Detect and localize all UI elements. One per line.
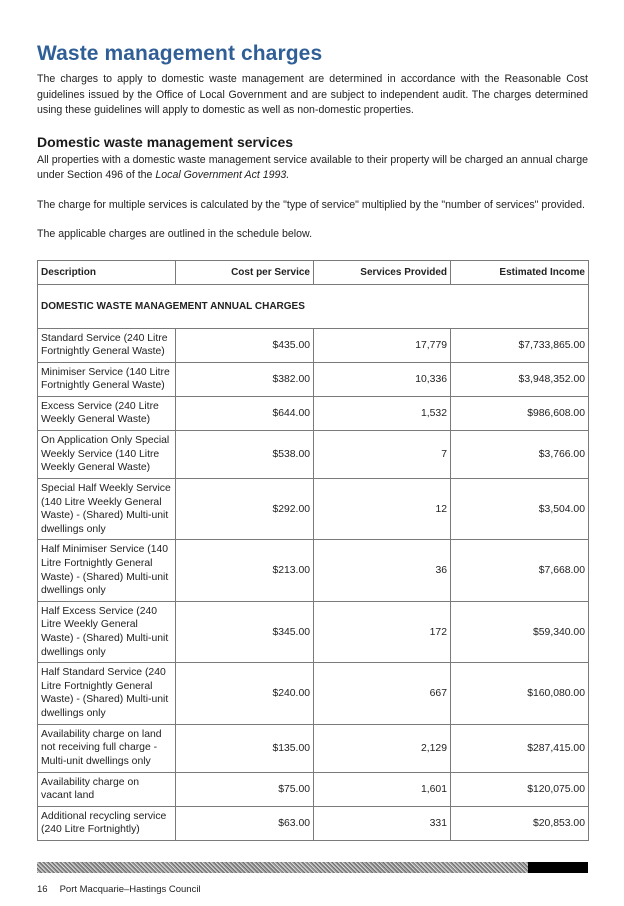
row-income: $3,766.00 [451,431,589,479]
row-description: Half Standard Service (240 Litre Fortnightly General Waste) - (Shared) Multi-unit dwellings only [38,663,176,724]
footer-bar [37,862,588,873]
row-description: Standard Service (240 Litre Fortnightly General Waste) [38,328,176,362]
table-row [38,772,589,806]
row-services: 17,779 [314,328,451,362]
row-cost: $292.00 [176,479,314,540]
row-description: Availability charge on vacant land [38,772,176,806]
row-description: Half Excess Service (240 Litre Weekly General Waste) - (Shared) Multi-unit dwellings only [38,601,176,662]
row-services: 331 [314,806,451,840]
row-description: Availability charge on land not receiving full charge - Multi-unit dwellings only [38,724,176,772]
table-row [38,479,589,540]
row-income: $3,504.00 [451,479,589,540]
page-content [37,42,588,841]
header-services: Services Provided [314,260,451,284]
row-income: $7,733,865.00 [451,328,589,362]
table-row [38,663,589,724]
row-description: On Application Only Special Weekly Service (140 Litre Weekly General Waste) [38,431,176,479]
row-cost: $213.00 [176,540,314,601]
row-income: $986,608.00 [451,396,589,430]
table-row [38,540,589,601]
table-row [38,328,589,362]
charges-table [37,260,589,841]
row-cost: $644.00 [176,396,314,430]
row-income: $7,668.00 [451,540,589,601]
row-income: $287,415.00 [451,724,589,772]
row-income: $20,853.00 [451,806,589,840]
row-income: $59,340.00 [451,601,589,662]
row-income: $3,948,352.00 [451,362,589,396]
row-services: 36 [314,540,451,601]
multiple-services-paragraph: The charge for multiple services is calculated by the "type of service" multiplied by the "number of services" provided. [37,198,585,211]
row-cost: $538.00 [176,431,314,479]
table-row [38,431,589,479]
page-number: 16 [37,884,48,895]
act-name: Local Government Act 1993. [155,169,290,181]
row-description: Minimiser Service (140 Litre Fortnightly General Waste) [38,362,176,396]
table-row [38,724,589,772]
header-description: Description [38,260,176,284]
row-services: 2,129 [314,724,451,772]
table-row [38,396,589,430]
table-row [38,806,589,840]
table-row [38,362,589,396]
row-cost: $435.00 [176,328,314,362]
row-description: Excess Service (240 Litre Weekly General Waste) [38,396,176,430]
page-footer [37,884,201,895]
row-description: Additional recycling service (240 Litre Fortnightly) [38,806,176,840]
table-section-row [38,284,589,328]
row-services: 10,336 [314,362,451,396]
row-description: Half Minimiser Service (140 Litre Fortnightly General Waste) - (Shared) Multi-unit dwellings only [38,540,176,601]
services-text: All properties with a domestic waste management service available to their property will be charged an annual charge under Section 496 of the [37,153,588,181]
intro-paragraph: The charges to apply to domestic waste management are determined in accordance with the Reasonable Cost guidelines issued by the Office of Local Government and are subject to independent audit. The charges determined using these guidelines will apply to domestic as well as non-domestic properties. [37,73,588,116]
row-services: 12 [314,479,451,540]
row-description: Special Half Weekly Service (140 Litre Weekly General Waste) - (Shared) Multi-unit dwellings only [38,479,176,540]
table-header-row [38,260,589,284]
row-cost: $63.00 [176,806,314,840]
row-services: 1,601 [314,772,451,806]
page-title: Waste management charges [37,42,323,65]
row-income: $120,075.00 [451,772,589,806]
council-name: Port Macquarie–Hastings Council [59,884,201,895]
row-services: 172 [314,601,451,662]
section-heading: Domestic waste management services [37,133,294,150]
row-cost: $240.00 [176,663,314,724]
row-services: 667 [314,663,451,724]
row-cost: $75.00 [176,772,314,806]
row-services: 7 [314,431,451,479]
table-row [38,601,589,662]
row-cost: $135.00 [176,724,314,772]
services-paragraph [37,153,588,184]
header-cost: Cost per Service [176,260,314,284]
section-label: DOMESTIC WASTE MANAGEMENT ANNUAL CHARGES [38,284,589,328]
header-income: Estimated Income [451,260,589,284]
row-services: 1,532 [314,396,451,430]
row-cost: $345.00 [176,601,314,662]
row-cost: $382.00 [176,362,314,396]
schedule-paragraph: The applicable charges are outlined in the schedule below. [37,228,313,240]
row-income: $160,080.00 [451,663,589,724]
